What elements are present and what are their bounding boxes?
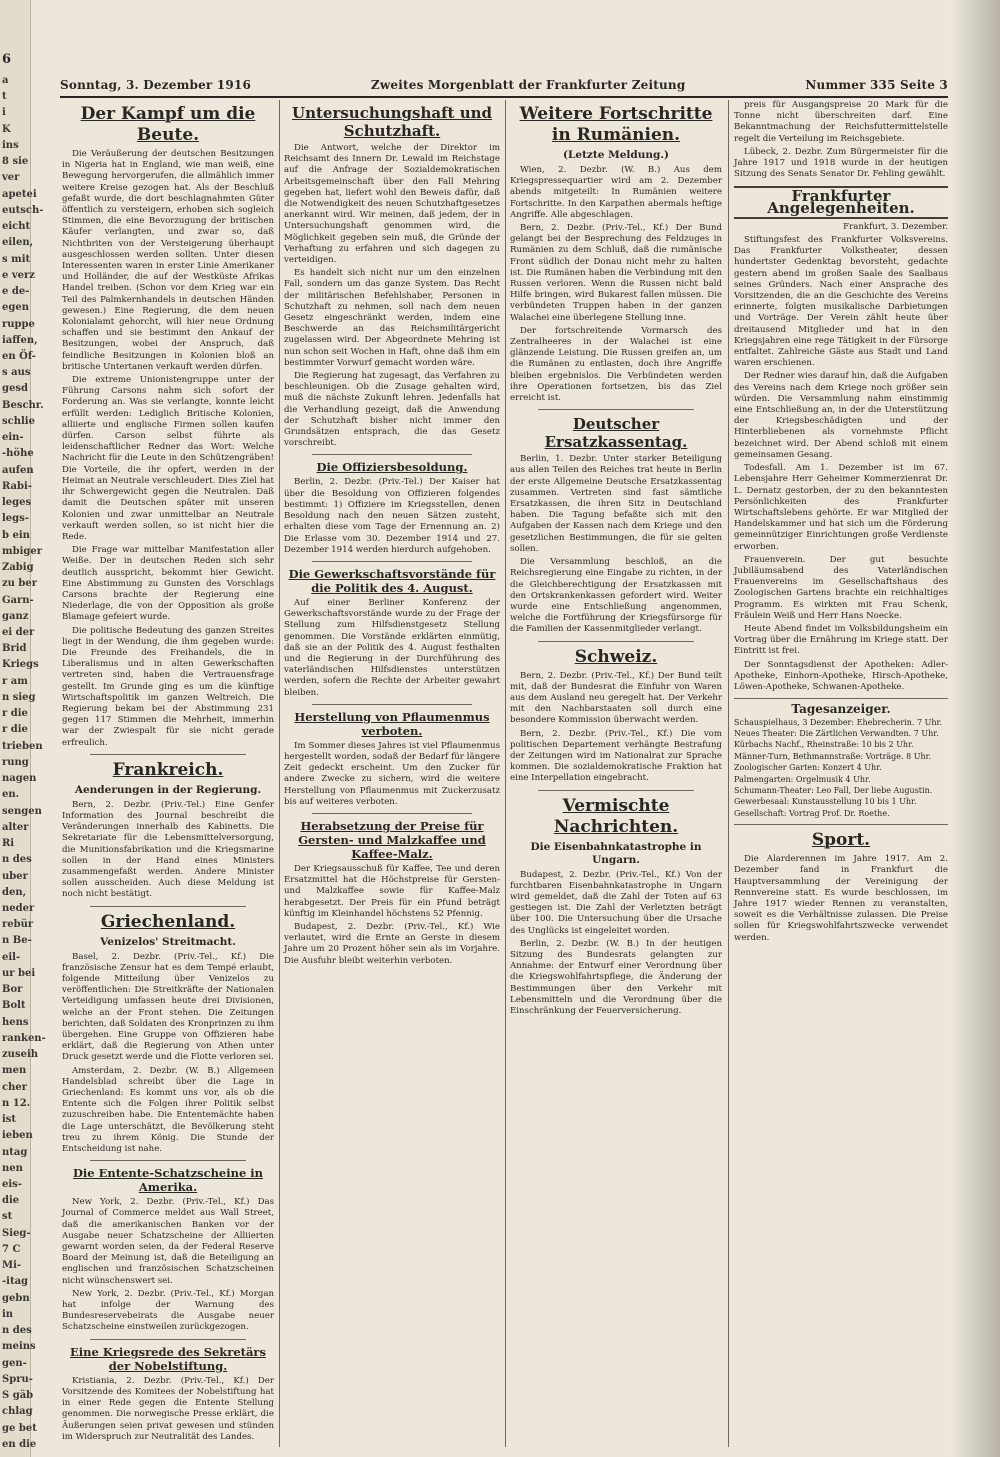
article-rumaenien [510,165,722,404]
article-paragraph: Todesfall. Am 1. Dezember ist im 67. Lebensjahre Herr Geheimer Kommerzienrat Dr. L. Dernatz gestorben, der zu den bekanntesten Persönlichkeiten des Frankfurter Wirtschaftslebens gehörte. Er war Mitglied der Handelskammer und hat sich um die Förderung gemeinnütziger Einrichtungen große Verdienste erworben. [734,463,948,552]
previous-page-text-fragment: ruppe [2,318,35,330]
article-paragraph: Der Kriegsausschuß für Kaffee, Tee und deren Ersatzmittel hat die Höchstpreise für Gersten- und Malzkaffee sowie für Kaffee-Malz herabgesetzt. Der Preis für ein Pfund beträgt künftig im Kleinhandel höchstens 52 Pfennig. [284,863,500,919]
article-paragraph: Bern, 2. Dezbr. (Priv.-Tel., Kf.) Der Bund gelangt bei der Besprechung des Feldzuges in Rumänien zu dem Schluß, daß die rumänische Front südlich der Donau nicht mehr zu halten ist. Die Rumänen haben die Verbindung mit den Russen verloren. Wenn die Russen nicht bald Hilfe bringen, wird Bukarest fallen müssen. Die verbündeten Truppen haben in der ganzen Walachei eine überlegene Stellung inne. [510,223,722,323]
previous-page-text-fragment: mbiger [2,545,42,557]
previous-page-text-fragment: eilen, [2,237,34,249]
separator-rule [312,704,472,705]
masthead-rule [60,96,948,98]
article-paragraph: Berlin, 2. Dezbr. (Priv.-Tel.) Der Kaiser hat über die Besoldung von Offizieren folgendes bestimmt: 1) Offiziere im Kriegsstellen, denen Besoldung nach den neuen Sätzen zusteht, erhalten diese vom Tage der Ernennung an. 2) Die Erlasse vom 30. Dezember 1914 und 27. Dezember 1914 werden hierdurch aufgehoben. [284,477,500,555]
article-schatzscheine [62,1197,274,1333]
previous-page-text-fragment: alter [2,821,29,833]
article-nobelstiftung [62,1376,274,1443]
article-paragraph: Stiftungsfest des Frankfurter Volksvereins. Das Frankfurter Volkstheater, dessen hundertster Gedenktag bevorsteht, gedachte gestern abend im großen Saale des Saalbaus seines Gründers. Nach einer Ansprache des Vorsitzenden, die an die Geschichte des Vereins erinnerte, folgten musikalische Darbietungen und Vorträge. Der Verein zählt heute über dreitausend Mitglieder und hat in den Kriegsjahren eine rege Tätigkeit in der Fürsorge entfaltet. Zahlreiche Gäste aus Stadt und Land waren erschienen. [734,235,948,369]
previous-page-text-fragment: eutsch- [2,204,44,216]
previous-page-text-fragment: egen [2,302,29,314]
article-paragraph: New York, 2. Dezbr. (Priv.-Tel., Kf.) Morgan hat infolge der Warnung des Bundesreservebeirats die Ausgabe neuer Schatzscheine einstweilen zurückgezogen. [62,1288,274,1333]
previous-page-text-fragment: en die [2,1438,37,1450]
previous-page-text-fragment: ein- [2,432,24,444]
listing-item: Schumann-Theater: Leo Fall, Der liebe Augustin. [734,786,933,795]
previous-page-text-fragment: ge bet [2,1422,37,1434]
listing-item: Männer-Turn, Bethmannstraße: Vorträge. 8 Uhr. [734,751,932,761]
headline-offiziersbesoldung: Die Offiziersbesoldung. [316,460,468,475]
previous-page-text-fragment: den, [2,886,27,898]
previous-page-text-fragment: rebür [2,919,34,931]
previous-page-text-fragment: s aus [2,367,31,379]
previous-page-text-fragment: Mi- [2,1260,22,1272]
column-divider [505,100,506,1447]
subheadline-letzte-meldung: (Letzte Meldung.) [563,149,669,161]
previous-page-text-fragment: K [2,123,11,135]
headline-rumaenien: Weitere Fortschritte in Rumänien. [519,104,713,145]
previous-page-edge [0,0,46,1457]
previous-page-text-fragment: ver [2,172,20,184]
previous-page-text-fragment: a [2,75,9,86]
listing-item: Gesellschaft: Vortrag Prof. Dr. Roethe. [734,808,890,818]
article-paragraph: Die Antwort, welche der Direktor im Reichsamt des Innern Dr. Lewald im Reichstage auf die Anfrage der Sozialdemokratischen Arbeitsgemeinschaft über den Fall Mehring gegeben hat, liefert wohl den Beweis dafür, daß die Notwendigkeit des neuen Schutzhaftgesetzes anerkannt wird. Wir meinen, daß jedem, der in Untersuchungshaft genommen wird, die Möglichkeit gegeben sein muß, die Gründe der Verhaftung zu erfahren und sich dagegen zu verteidigen. [284,143,500,266]
column-divider [279,100,280,1447]
article-paragraph: Berlin, 2. Dezbr. (W. B.) In der heutigen Sitzung des Bundesrats gelangten zur Annahme: der Entwurf einer Verordnung über die Kriegswohlfahrtspflege, die Änderung der Bestimmungen über den Verkehr mit Lebensmitteln und die Verordnung über die Einschränkung der Feuerversicherung. [510,938,722,1016]
headline-kampf-um-die-beute: Der Kampf um die Beute. [80,104,256,145]
previous-page-text-fragment: men [2,1065,27,1077]
headline-sport: Sport. [811,830,871,851]
article-paragraph: Frauenverein. Der gut besuchte Jubiläumsabend des Vaterländischen Frauenvereins im Gesellschaftshaus des Zoologischen Gartens brachte ein reichhaltiges Programm. Es wirkten mit Frau Schenk, Fräulein Weiß und Herr Hans Noecke. [734,554,948,621]
previous-page-text-fragment: Kriegs [2,659,39,671]
article-paragraph: Budapest, 2. Dezbr. (Priv.-Tel., Kf.) Wie verlautet, wird die Ernte an Gerste in diesem Jahre um 20 Prozent höher sein als im Vorjahre. Die Ausfuhr bleibt weiterhin verboten. [284,921,500,966]
article-schweiz [510,671,722,785]
separator-rule [90,1339,246,1340]
previous-page-text-fragment: Bolt [2,1000,26,1012]
previous-page-text-fragment: Spru- [2,1373,33,1385]
article-paragraph: Berlin, 1. Dezbr. Unter starker Beteiligung aus allen Teilen des Reiches trat heute in Berlin der erste Allgemeine Deutsche Ersatzkassentag zusammen. Vertreten sind fast sämtliche Ersatzkassen, die ihren Sitz in Deutschland haben. Die Tagung befaßte sich mit den Aufgaben der Kassen nach dem Kriege und den gesetzlichen Bestimmungen, die für sie gelten sollen. [510,454,722,554]
tagesanzeiger-listings [734,704,948,819]
previous-page-number: 6 [2,52,12,67]
listing-item: Schauspielhaus, 3 Dezember: Ehebrecherin. 7 Uhr. [734,717,943,727]
previous-page-text-fragment: ieben [2,1130,33,1142]
masthead [60,75,948,95]
article-continued [734,100,948,180]
headline-schweiz: Schweiz. [574,646,658,667]
previous-page-text-fragment: aufen [2,464,34,476]
article-pflaumenmus [284,741,500,808]
article-paragraph: Heute Abend findet im Volksbildungsheim ein Vortrag über die Ernährung im Kriege statt. Der Eintritt ist frei. [734,623,948,657]
previous-page-text-fragment: Brid [2,643,27,655]
previous-page-text-fragment: schlie [2,415,35,427]
previous-page-text-fragment: eicht [2,221,31,233]
article-ersatzkassentag [510,454,722,635]
previous-page-text-fragment: Garn- [2,594,34,606]
article-paragraph: Lübeck, 2. Dezbr. Zum Bürgermeister für die Jahre 1917 und 1918 wurde in der heutigen Sitzung des Senats Senator Dr. Fehling gewählt. [734,146,948,180]
headline-griechenland: Griechenland. [100,911,236,932]
previous-page-text-fragment: cher [2,1081,27,1093]
article-frankfurt-local [734,235,948,693]
article-kampf-um-die-beute [62,149,274,749]
previous-page-text-fragment: iaffen, [2,334,38,346]
masthead-date: Sonntag, 3. Dezember 1916 [60,78,251,92]
previous-page-text-fragment: e verz [2,269,35,281]
article-paragraph: Die extreme Unionistengruppe unter der Führung Carsons nahm sich sofort der Forderung an. Was sie verlangte, konnte leicht erfüllt werden: Lediglich Britische Kolonien, alliierte und englische Firmen sollen kaufen dürfen. Carson selbst führte als leidenschaftlicher Redner das Wort: Welche Nachricht für die Leute in den Schützengräben! Die Vorteile, die ihr opfert, werden in der Heimat an Neutrale verschleudert. Dies Ziel hat ihr Schwergewicht gegen die Neutralen. Daß damit die Deutschen später mit unseren Kolonien und zwar unmittelbar an Neutrale verkauft werden sollen, so ist nicht hier die Rede. [62,375,274,542]
headline-pflaumenmus: Herstellung von Pflaumenmus verboten. [294,709,490,738]
article-paragraph: Kristiania, 2. Dezbr. (Priv.-Tel., Kf.) Der Vorsitzende des Komitees der Nobelstiftung hat in einer Rede gegen die Entente Stellung genommen. Die norwegische Presse erklärt, die Äußerungen seien privat gewesen und stünden im Widerspruch zur Neutralität des Landes. [62,1375,274,1442]
tagesanzeiger-list [734,718,948,820]
masthead-title: Zweites Morgenblatt der Frankfurter Zeitung [370,78,686,92]
previous-page-text-fragment: 7 C [2,1243,21,1255]
previous-page-text-fragment: t [2,91,7,103]
previous-page-text-fragment: -höhe [2,448,34,460]
column-1 [62,100,274,1449]
previous-page-text-fragment: Rabi- [2,480,32,492]
headline-frankreich: Frankreich. [112,759,224,780]
previous-page-text-fragment: 8 sie [2,156,29,168]
previous-page-text-fragment: ist [2,1114,17,1126]
separator-rule [90,1160,246,1161]
previous-page-text-fragment: Zabig [2,562,34,574]
previous-page-text-fragment: r am [2,675,28,687]
previous-page-text-fragment: S gäb [2,1390,34,1402]
previous-page-text-fragment: -itag [2,1276,29,1288]
previous-page-text-fragment: en. [2,789,20,801]
subheadline-regierung: Aenderungen in der Regierung. [74,783,262,796]
article-paragraph: Wien, 2. Dezbr. (W. B.) Aus dem Kriegspressequartier wird am 2. Dezember abends mitgeteilt: In Rumänien weitere Fortschritte. In den Karpathen abermals heftige Angriffe. Alle abgeschlagen. [510,165,722,220]
previous-page-text-fragment: eis- [2,1179,22,1190]
previous-page-text-fragment: r die [2,724,28,736]
previous-page-text-fragment: die [2,1195,20,1207]
previous-page-text-fragment: n des [2,1325,32,1337]
subheadline-eisenbahnkatastrophe: Die Eisenbahnkatastrophe in Ungarn. [530,840,702,866]
article-offiziersbesoldung [284,477,500,555]
article-paragraph: Im Sommer dieses Jahres ist viel Pflaumenmus hergestellt worden, sodaß der Bedarf für längere Zeit gedeckt erscheint. Um den Zucker für andere Zwecke zu sichern, wird die weitere Herstellung von Pflaumenmus mit Zuckerzusatz bis auf weiteres verboten. [284,740,500,807]
previous-page-text-fragment: r die [2,708,28,720]
separator-rule [538,790,694,791]
headline-vermischte: Vermischte Nachrichten. [553,795,679,837]
article-paragraph: Die Veräußerung der deutschen Besitzungen in Nigeria hat in England, wie man weiß, eine Bewegung hervorgerufen, die allmählich immer weitere Kreise gezogen hat. Als der Beschluß gefaßt wurde, die dort beschlagnahmten Güter öffentlich zu versteigern, erhoben sich sogleich Stimmen, die eine Bevorzugung der britischen Käufer verlangten, und zwar so, daß Nichtbriten von der Versteigerung überhaupt ausgeschlossen werden sollten. Unter diesen Interessenten waren in erster Linie Amerikaner und Holländer, die auf der Westküste Afrikas Handel treiben. (Schon vor dem Krieg war ein Teil des Palmkernhandels in deutschen Händen gewesen.) Eine Regierung, die dem neuen Kolonialamt gehorcht, will hier neue Ordnung schaffen und sie bestimmt den Ankauf der Besitzungen, wobei der Anspruch, daß feindliche Besitzungen in Kolonien bloß an britische Untertanen verkauft werden dürfen. [62,149,274,372]
column-2 [284,100,500,1449]
article-paragraph: New York, 2. Dezbr. (Priv.-Tel., Kf.) Das Journal of Commerce meldet aus Wall Street, daß die amerikanischen Banken vor der Ausgabe neuer Schatzscheine der Alliierten gewarnt worden seien, da der Federal Reserve Board der Meinung ist, daß die Beteiligung an englischen und französischen Schatzscheinen nicht wünschenswert sei. [62,1197,274,1286]
previous-page-text-fragment: Beschr. [2,399,44,411]
previous-page-text-fragment: gen- [2,1357,27,1369]
masthead-issue: Nummer 335 Seite 3 [805,78,948,92]
previous-page-text-fragment: b ein [2,529,30,541]
previous-page-text-fragment: meins [2,1341,36,1353]
previous-page-text-fragment: ntag [2,1146,28,1158]
article-paragraph: preis für Ausgangspreise 20 Mark für die Tonne nicht überschreiten darf. Eine Bekanntmachung der Reichsfuttermittelstelle regelt die Verteilung im Reichsgebiete. [734,100,948,144]
previous-page-text-fragment: Bor [2,984,23,996]
listing-item: Kürbachs Nachf., Rheinstraße: 10 bis 2 Uhr. [734,740,914,750]
separator-rule [538,409,694,410]
listing-item: Palmengarten: Orgelmusik 4 Uhr. [734,774,871,784]
previous-page-text-fragment: i [2,107,6,119]
previous-page-text-fragment: n sieg [2,691,36,703]
previous-page-text-fragment: zuseih [2,1049,39,1061]
previous-page-text-fragment: in [2,1308,14,1320]
previous-page-text-fragment: ranken- [2,1032,46,1044]
previous-page-text-fragment: chlag [2,1406,33,1418]
article-paragraph: Basel, 2. Dezbr. (Priv.-Tel., Kf.) Die französische Zensur hat es dem Tempé erlaubt, folgende Mitteilung über Venizelos zu veröffentlichen: Die Streitkräfte der Nationalen Verteidigung umfassen heute drei Divisionen, welche an der Front stehen. Die Zeitungen berichten, daß Soldaten des Kronprinzen zu ihm übergehen. Eine Gruppe von Offizieren habe erklärt, daß die Regierung von Athen unter Druck gesetzt werde und die Flotte verloren sei. [62,951,274,1063]
previous-page-text-fragment: en Öf- [2,351,36,362]
previous-page-text-fragment: gebn [2,1292,30,1304]
article-paragraph: Amsterdam, 2. Dezbr. (W. B.) Allgemeen Handelsblad schreibt über die Lage in Griechenland: Es kommt uns vor, als ob die Entente sich die Folgen ihrer Politik selbst zuzuschreiben habe. Die Ententemächte haben die Lage unterschätzt, die Bevölkerung steht treu zu ihrem König. Die Stunde der Entscheidung ist nahe. [62,1065,274,1155]
listing-item: Neues Theater: Die Zärtlichen Verwandten. 7 Uhr. [734,728,939,738]
article-paragraph: Budapest, 2. Dezbr. (Priv.-Tel., Kf.) Von der furchtbaren Eisenbahnkatastrophe in Ungarn wird gemeldet, daß die Zahl der Toten auf 63 gestiegen ist. Die Zahl der Verletzten beträgt über 100. Die Untersuchung über die Ursache des Unglücks ist eingeleitet worden. [510,869,722,936]
listing-item: Zoologischer Garten: Konzert 4 Uhr. [734,763,882,773]
separator-rule [734,698,948,699]
article-paragraph: Der fortschreitende Vormarsch des Zentralheeres in der Walachei ist eine glänzende Leistung. Die Russen greifen an, um die Rumänen zu entlasten, doch ihre Angriffe bleiben ergebnislos. Die Verbündeten werden ihre Operationen fortsetzen, bis das Ziel erreicht ist. [510,325,722,404]
column-3 [510,100,722,1449]
subheadline-venizelos: Venizelos' Streitmacht. [100,935,236,948]
page-binding-shadow [950,0,1000,1457]
article-paragraph: Auf einer Berliner Konferenz der Gewerkschaftsvorstände wurde zu der Frage der Stellung zum Hilfsdienstgesetz Stellung genommen. Die Vorstände erklärten einmütig, daß sie an der Politik des 4. August festhalten und die Regierung in der Durchführung des vaterländischen Hilfsdienstes unterstützen werden, sofern die Rechte der Arbeiter gewahrt bleiben. [284,597,500,698]
article-paragraph: Bern, 2. Dezbr. (Priv.-Tel., Kf.) Der Bund teilt mit, daß der Bundesrat die Einfuhr von Waren aus dem Ausland neu geregelt hat. Der Verkehr mit den Nachbarstaaten soll durch eine besondere Kommission überwacht werden. [510,670,722,726]
previous-page-text-fragment: sengen [2,805,42,817]
article-paragraph: Es handelt sich nicht nur um den einzelnen Fall, sondern um das ganze System. Das Recht der militärischen Befehlshaber, Personen in Schutzhaft zu nehmen, soll nach dem neuen Gesetz eingeschränkt werden, indem eine Beschwerde an das Reichsmilitärgericht zugelassen wird. Der Abgeordnete Mehring ist nun schon seit Wochen in Haft, ohne daß ihm ein bestimmter Vorwurf gemacht worden wäre. [284,268,500,368]
previous-page-text-fragment: legs- [2,513,29,525]
article-untersuchungshaft [284,143,500,449]
previous-page-text-fragment: Sieg- [2,1227,31,1239]
previous-page-text-fragment: apetei [2,188,37,200]
article-frankreich [62,800,274,901]
separator-rule [734,824,948,825]
tagesanzeiger-title: Tagesanzeiger. [791,702,891,717]
article-griechenland [62,952,274,1156]
article-paragraph: Der Redner wies darauf hin, daß die Aufgaben des Vereins nach dem Kriege noch größer sein würden. Die Versammlung nahm einstimmig eine Entschließung an, in der die Unterstützung der Kriegsbeschädigten und der Hinterbliebenen als vornehmste Pflicht bezeichnet wird. Der Abend schloß mit einem gemeinsamen Gesang. [734,371,948,460]
article-paragraph: Bern, 2. Dezbr. (Priv.-Tel.) Eine Genfer Information des Journal beschreibt die Veränderungen innerhalb des Kabinetts. Die Sekretariate für die Lebensmittelversorgung, die Munitionsfabrikation und die Kriegsmarine sollen in der Hand eines Ministers zusammengefaßt werden. Andere Minister sollen ausscheiden. Auch diese Meldung ist noch nicht bestätigt. [62,799,274,900]
separator-rule [312,561,472,562]
previous-page-text-fragment: n 12. [2,1097,31,1109]
previous-page-text-fragment: nen [2,1162,23,1174]
column-divider [728,100,729,1447]
headline-frankfurter-angelegenheiten: Frankfurter Angelegenheiten. [734,186,948,218]
previous-page-text-fragment: ei der [2,627,35,638]
separator-rule [538,641,694,642]
previous-page-text-fragment: st [2,1211,13,1223]
previous-page-text-fragment: neder [2,903,35,914]
previous-page-text-fragment: ur bei [2,967,36,979]
previous-page-text-fragment: ins [2,139,19,151]
article-paragraph: Der Sonntagsdienst der Apotheken: Adler-Apotheke, Einhorn-Apotheke, Hirsch-Apotheke, Löwen-Apotheke, Schwanen-Apotheke. [734,659,948,692]
headline-nobelstiftung: Eine Kriegsrede des Sekretärs der Nobelstiftung. [70,1344,266,1373]
article-paragraph: Die Versammlung beschloß, an die Reichsregierung eine Eingabe zu richten, in der die Gleichberechtigung der Ersatzkassen mit den Ortskrankenkassen gefordert wird. Weiter wurde eine Entschließung angenommen, welche die Fortführung der Kriegsfürsorge für die Familien der Kassenmitglieder verlangt. [510,557,722,635]
previous-page-text-fragment: leges [2,497,32,509]
listing-item: Gewerbesaal: Kunstausstellung 10 bis 1 Uhr. [734,797,917,807]
previous-page-text-fragment: uber [2,870,28,882]
separator-rule [312,454,472,455]
headline-gewerkschaften: Die Gewerkschaftsvorstände für die Politik des 4. August. [288,566,496,595]
article-paragraph: Die Frage war mittelbar Manifestation aller Weiße. Der in deutschen Reden sich sehr deutlich ausspricht, bekommt hier Gewicht. Eine Abstimmung zu Gunsten des Vorschlags Carsons brachte der Regierung eine Niederlage, die von der Opposition als große Blamage gefeiert wurde. [62,545,274,623]
article-eisenbahnkatastrophe [510,870,722,1018]
separator-rule [90,754,246,755]
article-paragraph: Die Regierung hat zugesagt, das Verfahren zu beschleunigen. Ob die Zusage gehalten wird, muß die nächste Zukunft lehren. Jedenfalls hat die Verhandlung gezeigt, daß die Anwendung der Schutzhaft bisher nicht immer den Grundsätzen entsprach, die das Gesetz vorschreibt. [284,371,500,449]
previous-page-text-fragment: hens [2,1016,29,1028]
previous-page-text-fragment: e de- [2,286,30,298]
column-4 [734,100,948,1449]
previous-page-text-fragment: n des [2,854,32,866]
previous-page-text-fragment: s mit [2,253,31,265]
previous-page-text-fragment: n Be- [2,935,32,947]
article-paragraph: Bern, 2. Dezbr. (Priv.-Tel., Kf.) Die vom politischen Departement verhängte Bestrafung der Zeitungen wird im Nationalrat zur Sprache kommen. Die sozialdemokratische Fraktion hat eine Interpellation eingebracht. [510,728,722,784]
previous-page-text-fragment: Ri [2,838,15,850]
previous-page-text-fragment: nagen [2,773,37,785]
headline-schatzscheine: Die Entente-Schatzscheine in Amerika. [72,1166,264,1195]
headline-malzkaffee: Herabsetzung der Preise für Gersten- und Malzkaffee und Kaffee-Malz. [298,818,486,861]
previous-page-text-fragment: rung [2,756,29,768]
article-paragraph: Die politische Bedeutung des ganzen Streites liegt in der Wendung, die ihm gegeben wurde: Die Freunde des Freihandels, die in Liberalismus und in alten Gewerkschaften vertreten sind, haben die Vertrauensfrage gestellt. Im Grunde ging es um die künftige Wirtschaftspolitik im ganzen Weltreich. Die Regierung bekam bei der Abstimmung 231 gegen 117 Stimmen die Mehrheit, immerhin war der Zwiespalt für sie nicht gerade erfreulich. [62,625,274,748]
previous-page-text-fragment: trieben [2,740,43,752]
previous-page-text-fragment: gesd [2,383,28,395]
headline-untersuchungshaft: Untersuchungshaft und Schutzhaft. [291,104,493,140]
headline-ersatzkassentag: Deutscher Ersatzkassentag. [544,415,688,452]
separator-rule [90,906,246,907]
separator-rule [312,813,472,814]
article-malzkaffee [284,864,500,967]
article-sport [734,854,948,944]
article-paragraph: Die Alarderennen im Jahre 1917. Am 2. Dezember fand in Frankfurt die Hauptversammlung der Vereinigung der Rennvereine statt. Es wurde beschlossen, im Jahre 1917 wieder Rennen zu veranstalten, soweit es die Verhältnisse zulassen. Die Preise sollen für Kriegswohlfahrtszwecke verwendet werden. [734,854,948,943]
previous-page-text-fragment: zu ber [2,578,38,590]
dateline: Frankfurt, 3. Dezember. [843,221,948,232]
article-gewerkschaften [284,598,500,699]
previous-page-text-fragment: ganz [2,610,29,622]
previous-page-text-fragment: eil- [2,951,21,963]
